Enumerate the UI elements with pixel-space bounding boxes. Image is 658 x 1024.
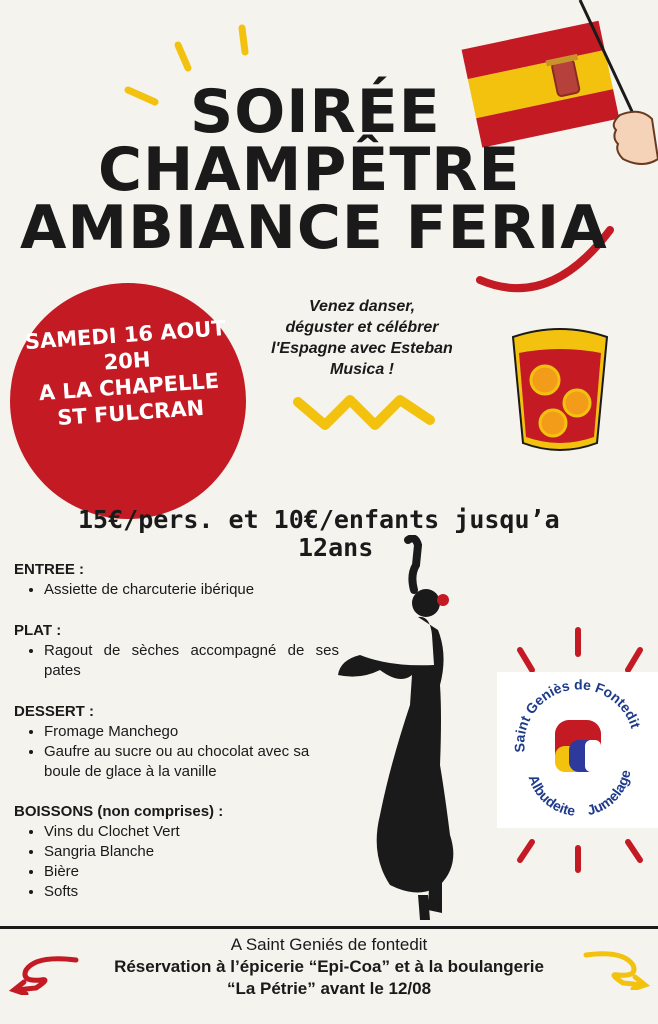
date-badge [7,314,250,434]
svg-text:Albudeite [526,773,577,819]
logo-bottom-left-text: Albudeite [525,772,577,819]
menu-boissons [14,802,339,902]
title-line-3: AMBIANCE FERIA [20,193,608,263]
menu-plat [14,621,339,681]
price-line-1: 15€/pers. et 10€/enfants jusqu’a [78,505,560,534]
footer-location: A Saint Geniés de fontedit [230,935,428,954]
menu-entree [14,560,339,600]
badge-place-1: A LA CHAPELLE [37,368,220,406]
boissons-item: • Softs [44,882,339,902]
boissons-item: • Vins du Clochet Vert [44,822,339,842]
invite-line-1: Venez danser, [308,298,416,315]
dessert-item: • Gaufre au sucre ou au chocolat avec sa boule de glace à la vanille [44,742,339,782]
entree-heading: ENTREE : [14,561,85,578]
entree-item: • Assiette de charcuterie ibérique [44,580,339,600]
title-line-1: SOIRÉE [190,77,441,147]
invite-line-3: l'Espagne avec Esteban [271,340,453,357]
price-line-2: 12ans [298,533,374,562]
invite-line-2: déguster et célébrer [285,319,439,336]
footer-reservation: Réservation à l’épicerie “Epi-Coa” et à la boulangerie [114,957,544,976]
footer-divider [0,926,658,929]
badge-place-2: ST FULCRAN [56,395,205,431]
boissons-item: • Sangria Blanche [44,842,339,862]
sangria-glass-icon [505,325,615,460]
plat-heading: PLAT : [14,622,62,639]
badge-date: SAMEDI 16 AOUT [24,316,227,355]
badge-time: 20H [102,347,152,375]
boissons-item: • Bière [44,862,339,882]
boissons-heading: BOISSONS (non comprises) : [14,803,224,820]
yellow-zigzag-decoration [290,390,440,435]
svg-text:Jumelage [585,768,633,818]
invite-line-4: Musica ! [329,361,394,378]
dessert-heading: DESSERT : [14,703,95,720]
logo-bottom-right-text: Jumelage [585,768,634,819]
footer-deadline: “La Pétrie” avant le 12/08 [226,979,432,998]
footer [0,934,658,1000]
logo-top-text: Saint Geniès de Fontedit [511,676,644,753]
flamenco-dancer-icon [330,535,520,925]
menu-dessert [14,702,339,782]
twinning-logo-icon [497,672,658,828]
title-line-2: CHAMPÊTRE [98,135,521,205]
dessert-item: • Fromage Manchego [44,722,339,742]
plat-item: • Ragout de sèches accompagné de ses pates [44,641,339,681]
invitation-text [262,296,462,380]
